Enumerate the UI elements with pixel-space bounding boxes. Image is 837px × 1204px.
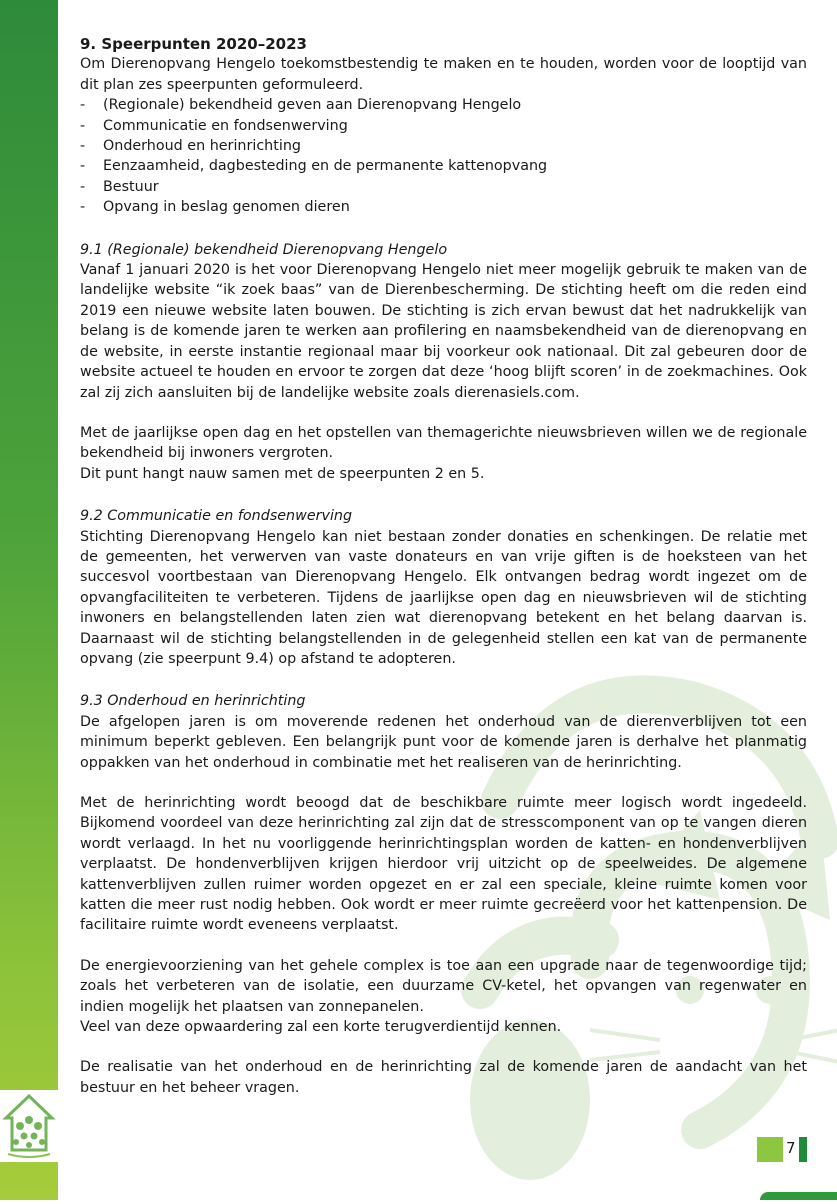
paragraph: De realisatie van het onderhoud en de herinrichting zal de komende jaren de aandacht van het bestuur en het beheer vragen. [80,1059,807,1096]
list-item: - Onderhoud en herinrichting [80,136,807,156]
logo [0,1090,58,1162]
main-content [80,34,807,1098]
list-dash: - [80,199,86,216]
speerpunten-list [80,95,807,217]
subsection-title-9-1: 9.1 (Regionale) bekendheid Dierenopvang Hengelo [80,241,448,258]
list-dash: - [80,158,86,175]
list-item: - Communicatie en fondsenwerving [80,116,807,136]
paragraph: Met de herinrichting wordt beoogd dat de beschikbare ruimte meer logisch wordt ingedeeld. Bijkomend voordeel van deze herinrichting zal zijn dat de stresscomponent van op te vangen dieren wordt verlaagd. In het nu voorliggende herinrichtingsplan worden de katten- en hondenverblijven verplaatst. De hondenverblijven krijgen hierdoor vrij uitzicht op de speelweides. De algemene kattenverblijven zullen ruimer worden opgezet en er zal een speciale, kleine ruimte komen voor katten die meer rust nodig hebben. Ook wordt er meer ruimte gecreëerd voor het kattenpension. De facilitaire ruimte wordt eveneens verplaatst. [80,795,807,934]
page-number-block [757,1137,783,1162]
subsection-title-9-3: 9.3 Onderhoud en herinrichting [80,693,306,710]
bottom-accent [760,1192,837,1200]
list-dash: - [80,117,86,134]
list-item: - Eenzaamheid, dagbesteding en de permanente kattenopvang [80,156,807,176]
list-item: - Bestuur [80,177,807,197]
paragraph: Vanaf 1 januari 2020 is het voor Dierenopvang Hengelo niet meer mogelijk gebruik te maken van de landelijke website “ik zoek baas” van de Dierenbescherming. De stichting heeft om die reden eind 2019 een nieuwe website laten bouwen. De stichting is zich ervan bewust dat het nadrukkelijk van belang is de komende jaren te werken aan profilering en naamsbekendheid van de dierenopvang en de website, in eerste instantie regionaal maar bij voorkeur ook nationaal. Dit zal gebeuren door de website actueel te houden en ervoor te zorgen dat deze ‘hoog blijft scoren’ in de zoekmachines. Ook zal zij zich aansluiten bij de landelijke website zoals dierenasiels.com. [80,262,807,401]
paragraph: De afgelopen jaren is om moverende redenen het onderhoud van de dierenverblijven tot een minimum beperkt gebleven. Een belangrijk punt voor de komende jaren is derhalve het planmatig oppakken van het onderhoud in combinatie met het realiseren van de herinrichting. [80,713,807,771]
paragraph: De energievoorziening van het gehele complex is toe aan een upgrade naar de tegenwoordige tijd; zoals het verbeteren van de isolatie, een duurzame CV-ketel, het opvangen van regenwater en indien mogelijk het plaatsen van zonnepanelen. [80,957,807,1015]
page-number-bar [799,1137,807,1162]
intro-paragraph: Om Dierenopvang Hengelo toekomstbestendig te maken en te houden, worden voor de looptijd van dit plan zes speerpunten geformuleerd. [80,56,807,93]
list-dash: - [80,97,86,114]
list-dash: - [80,178,86,195]
page-number: 7 [786,1139,796,1157]
side-color-bar [0,0,58,1200]
list-dash: - [80,138,86,155]
paragraph: Dit punt hangt nauw samen met de speerpunten 2 en 5. [80,465,485,482]
paragraph: Stichting Dierenopvang Hengelo kan niet bestaan zonder donaties en schenkingen. De relatie met de gemeenten, het verwerven van vaste donateurs en van vrije giften is de hoeksteen van het succesvol voortbestaan van Dierenopvang Hengelo. Elk ontvangen bedrag wordt ingezet om de opvangfaciliteiten te verbeteren. Tijdens de jaarlijkse open dag en nieuwsbrieven wil de stichting inwoners en belangstellenden laten zien wat dierenopvang betekent en het belang daarvan is. Daarnaast wil de stichting belangstellenden in de gelegenheid stellen een kat van de permanente opvang (zie speerpunt 9.4) op afstand te adopteren. [80,528,807,667]
list-item: - Opvang in beslag genomen dieren [80,197,807,217]
paragraph: Met de jaarlijkse open dag en het opstellen van themagerichte nieuwsbrieven willen we de regionale bekendheid bij inwoners vergroten. [80,424,807,462]
section-heading: 9. Speerpunten 2020–2023 [80,35,307,53]
subsection-title-9-2: 9.2 Communicatie en fondsenwerving [80,508,353,525]
list-item: - (Regionale) bekendheid geven aan Dierenopvang Hengelo [80,95,807,115]
paragraph: Veel van deze opwaardering zal een korte terugverdientijd kennen. [80,1019,562,1036]
